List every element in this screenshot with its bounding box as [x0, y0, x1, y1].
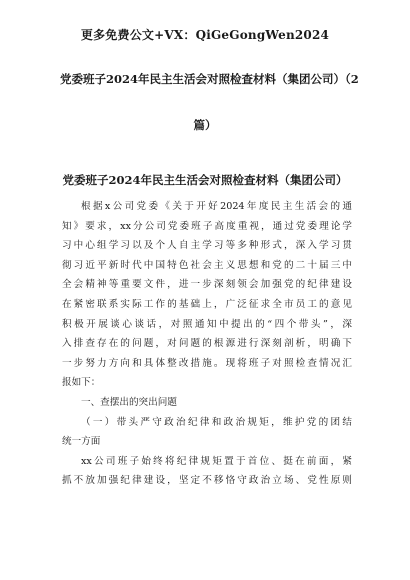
paragraph-line: 抓不放加强纪律建设，坚定不移恪守政治立场、党性原则 — [62, 475, 352, 487]
paragraph-line: 习中心组学习以及个人自主学习等多种形式，深入学习贯 — [62, 240, 352, 252]
document-title-line-1: 党委班子2024年民主生活会对照检查材料（集团公司）（2 — [60, 72, 359, 86]
paragraph-line: xx公司班子始终将纪律规矩置于首位、挺在前面，紧 — [81, 455, 352, 467]
paragraph-line: 知》要求，xx分公司党委班子高度重视，通过党委理论学 — [62, 220, 352, 232]
paragraph-line: 根据x公司党委《关于开好2024年度民主生活会的通 — [81, 201, 352, 212]
heading-level-2: （一）带头严守政治纪律和政治规矩，维护党的团结 — [81, 416, 352, 428]
document-title-line-2: 篇） — [193, 118, 217, 132]
paragraph-line: 彻习近平新时代中国特色社会主义思想和党的二十届三中 — [62, 259, 352, 271]
heading-level-2-cont: 统一方面 — [62, 436, 101, 448]
paragraph-line: 全会精神等重要文件，进一步深刻领会加强党的纪律建设 — [62, 279, 352, 291]
paragraph-line: 积极开展谈心谈话，对照通知中提出的“四个带头”，深 — [62, 318, 352, 330]
promo-header: 更多免费公文+VX：QiGeGongWen2024 — [80, 28, 330, 42]
heading-level-1: 一、查摆出的突出问题 — [81, 396, 177, 408]
paragraph-line: 入排查存在的问题，对问题的根源进行深刻剖析，明确下 — [62, 338, 352, 350]
section-title: 党委班子2024年民主生活会对照检查材料（集团公司） — [62, 173, 348, 187]
paragraph-line: 一步努力方向和具体整改措施。现将班子对照检查情况汇 — [62, 357, 352, 369]
paragraph-line: 报如下： — [62, 377, 101, 389]
paragraph-line: 在紧密联系实际工作的基础上，广泛征求全市员工的意见 — [62, 298, 352, 310]
body-text — [62, 197, 352, 491]
